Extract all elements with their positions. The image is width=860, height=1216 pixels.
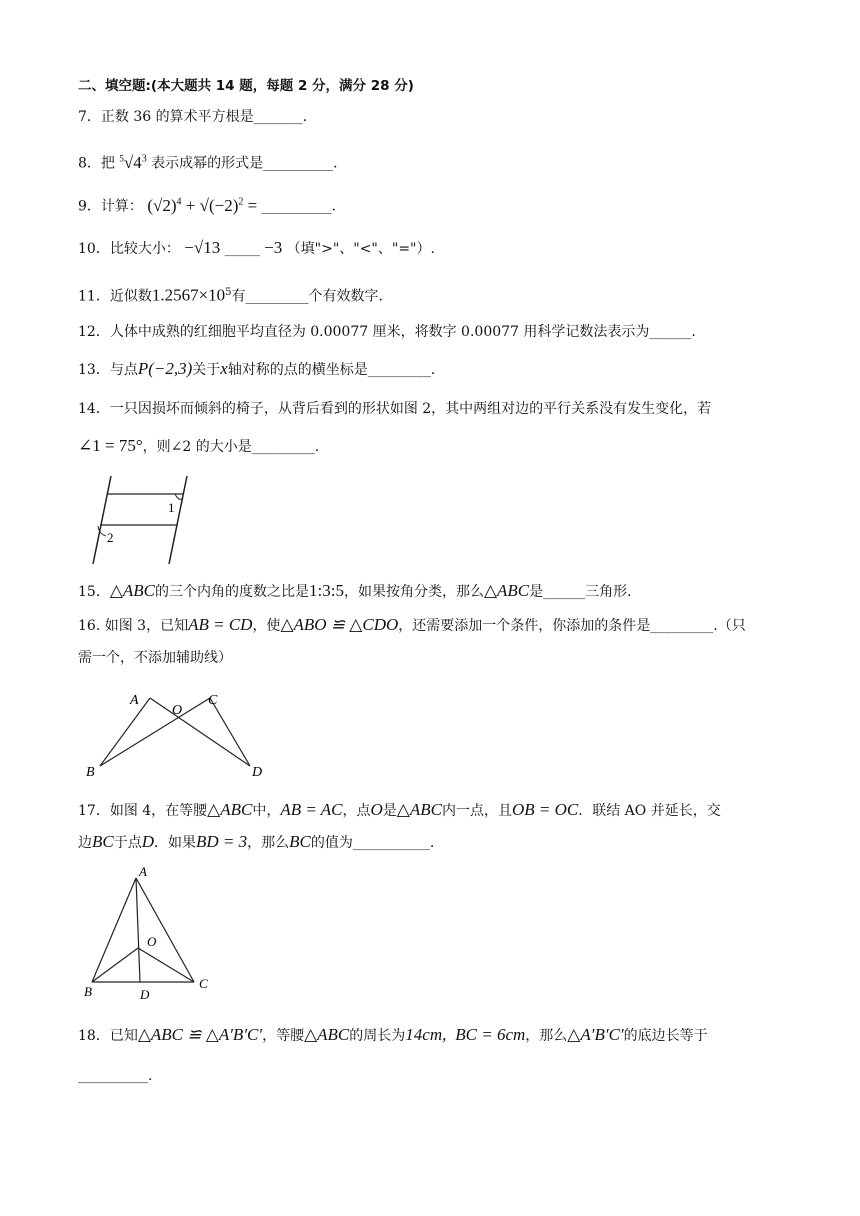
q10-b: −3 bbox=[264, 238, 283, 257]
question-15 bbox=[78, 581, 632, 602]
q17-l2-mid2: ．如果 bbox=[154, 835, 197, 851]
question-18-line1 bbox=[78, 1025, 708, 1046]
q13-prefix: 13．与点 bbox=[78, 362, 138, 378]
q18-suffix: 的底边长等于 bbox=[623, 1028, 708, 1044]
fig2-label-1: 1 bbox=[168, 500, 175, 515]
q17-eq: AB = AC bbox=[280, 800, 343, 819]
q17-tri2: △ABC bbox=[396, 800, 442, 819]
fig4-label-A: A bbox=[139, 864, 147, 879]
q18-prefix: 18．已知 bbox=[78, 1028, 138, 1044]
question-12: 12．人体中成熟的红细胞平均直径为 0.00077 厘米，将数字 0.00077 用科学记数法表示为______. bbox=[78, 324, 696, 340]
question-7: 7．正数 36 的算术平方根是_______. bbox=[78, 109, 308, 125]
q15-tri2: △ABC bbox=[483, 581, 530, 600]
fig3-label-O: O bbox=[172, 703, 183, 718]
q18-mid2: 的周长为 bbox=[349, 1028, 406, 1044]
q18-tri: △ABC bbox=[304, 1025, 350, 1044]
fig4-label-C: C bbox=[199, 976, 208, 991]
q18-cong: △ABC ≌ △A′B′C′ bbox=[137, 1025, 263, 1044]
q13-axis: x bbox=[220, 359, 228, 378]
q17-suffix: ．联结 AO 并延长，交 bbox=[578, 803, 721, 819]
fig3-label-C: C bbox=[208, 693, 218, 708]
q17-eq3: BD = 3 bbox=[196, 832, 248, 851]
q8-prefix: 8．把 bbox=[78, 155, 115, 172]
question-16-line1 bbox=[78, 615, 746, 636]
question-10 bbox=[78, 238, 435, 259]
question-16-line2: 需一个，不添加辅助线） bbox=[78, 650, 232, 666]
q17-BC2: BC bbox=[289, 832, 311, 851]
q16-suffix: ，还需要添加一个条件，你添加的条件是_________.（只 bbox=[398, 618, 746, 634]
q17-tri: △ABC bbox=[207, 800, 253, 819]
question-17-line2 bbox=[78, 832, 434, 853]
q15-suffix: 是______三角形. bbox=[529, 584, 632, 600]
question-14-line1: 14．一只因损坏而倾斜的椅子，从背后看到的形状如图 2，其中两组对边的平行关系没有发生变化，若 bbox=[78, 401, 712, 417]
q17-l2-prefix: 边 bbox=[78, 835, 92, 851]
fig3-label-A: A bbox=[130, 693, 139, 708]
question-9 bbox=[78, 192, 336, 217]
question-8 bbox=[78, 148, 338, 174]
q14-angle: ∠1 = 75° bbox=[78, 436, 143, 455]
figure-2-chair bbox=[85, 470, 195, 570]
q17-l2-mid: 于点 bbox=[113, 835, 142, 851]
q10-a: −√13 bbox=[184, 238, 221, 257]
q11-exp: 5 bbox=[225, 287, 232, 298]
q11-prefix: 11．近似数 bbox=[78, 288, 152, 305]
fig3-label-B: B bbox=[86, 765, 95, 780]
q15-prefix: 15． bbox=[78, 584, 110, 600]
q15-mid2: ，如果按角分类，那么 bbox=[343, 584, 484, 600]
q17-mid3: 是 bbox=[382, 803, 397, 819]
q10-blank: _____ bbox=[224, 241, 260, 257]
q17-eq2: OB = OC bbox=[511, 800, 579, 819]
q17-mid: 中， bbox=[252, 803, 281, 819]
question-17-line1 bbox=[78, 800, 721, 821]
q10-prefix: 10．比较大小： bbox=[78, 241, 180, 257]
q18-per: 14cm, bbox=[405, 1025, 447, 1044]
q13-suffix: 轴对称的点的横坐标是_________. bbox=[227, 362, 436, 378]
q17-prefix: 17．如图 4，在等腰 bbox=[78, 803, 208, 819]
question-18-line2: __________. bbox=[78, 1068, 153, 1084]
q15-mid: 的三个内角的度数之比是 bbox=[155, 584, 310, 600]
q18-mid3: ，那么 bbox=[525, 1028, 568, 1044]
q9-prefix: 9．计算： bbox=[78, 198, 143, 215]
question-14-line2 bbox=[78, 436, 319, 457]
q17-mid2: ，点 bbox=[342, 803, 371, 819]
figure-3 bbox=[80, 688, 280, 784]
q13-mid: 关于 bbox=[192, 362, 221, 378]
fig4-label-B: B bbox=[84, 984, 92, 999]
q17-BC: BC bbox=[92, 832, 114, 851]
fig3-label-D: D bbox=[252, 765, 263, 780]
q17-O: O bbox=[370, 800, 383, 819]
q16-mid: ，使 bbox=[252, 618, 281, 634]
question-11 bbox=[78, 283, 383, 307]
q11-suffix: 有_________个有效数字. bbox=[231, 288, 383, 305]
q17-D: D bbox=[141, 832, 155, 851]
q14-line2-text: ，则∠2 的大小是_________. bbox=[142, 439, 320, 455]
q8-radical: $^5√4^3$ bbox=[119, 152, 147, 172]
q9-expression: $(√2)^4 + √(-2)^2$ = bbox=[147, 195, 258, 215]
q11-number: 1.2567×10 bbox=[151, 285, 226, 305]
fig4-label-O: O bbox=[147, 934, 157, 949]
q13-point: P(−2,3) bbox=[137, 359, 193, 378]
q18-mid: ，等腰 bbox=[262, 1028, 305, 1044]
question-13 bbox=[78, 359, 435, 380]
section-title: 二、填空题:(本大题共 14 题，每题 2 分，满分 28 分) bbox=[78, 78, 414, 94]
q17-l2-mid3: ，那么 bbox=[247, 835, 290, 851]
q16-eq1: AB = CD bbox=[188, 615, 253, 634]
q10-suffix: （填">"、"<"、"="）. bbox=[286, 241, 435, 257]
q17-mid4: 内一点，且 bbox=[441, 803, 512, 819]
q9-suffix: __________. bbox=[261, 198, 337, 215]
q16-prefix: 16. 如图 3，已知 bbox=[78, 618, 189, 634]
q15-ratio: 1:3:5 bbox=[309, 581, 344, 600]
q16-cong: △ABO ≌ △CDO bbox=[280, 615, 399, 634]
fig4-label-D: D bbox=[140, 987, 150, 1002]
q18-tri2: △A′B′C′ bbox=[567, 1025, 624, 1044]
q18-bc: BC = 6cm bbox=[455, 1025, 526, 1044]
figure-4 bbox=[78, 862, 218, 1004]
q17-l2-suffix: 的值为___________. bbox=[310, 835, 435, 851]
fig2-label-2: 2 bbox=[107, 530, 114, 545]
q8-suffix: 表示成幂的形式是__________. bbox=[151, 155, 338, 172]
q15-tri: △ABC bbox=[109, 581, 156, 600]
